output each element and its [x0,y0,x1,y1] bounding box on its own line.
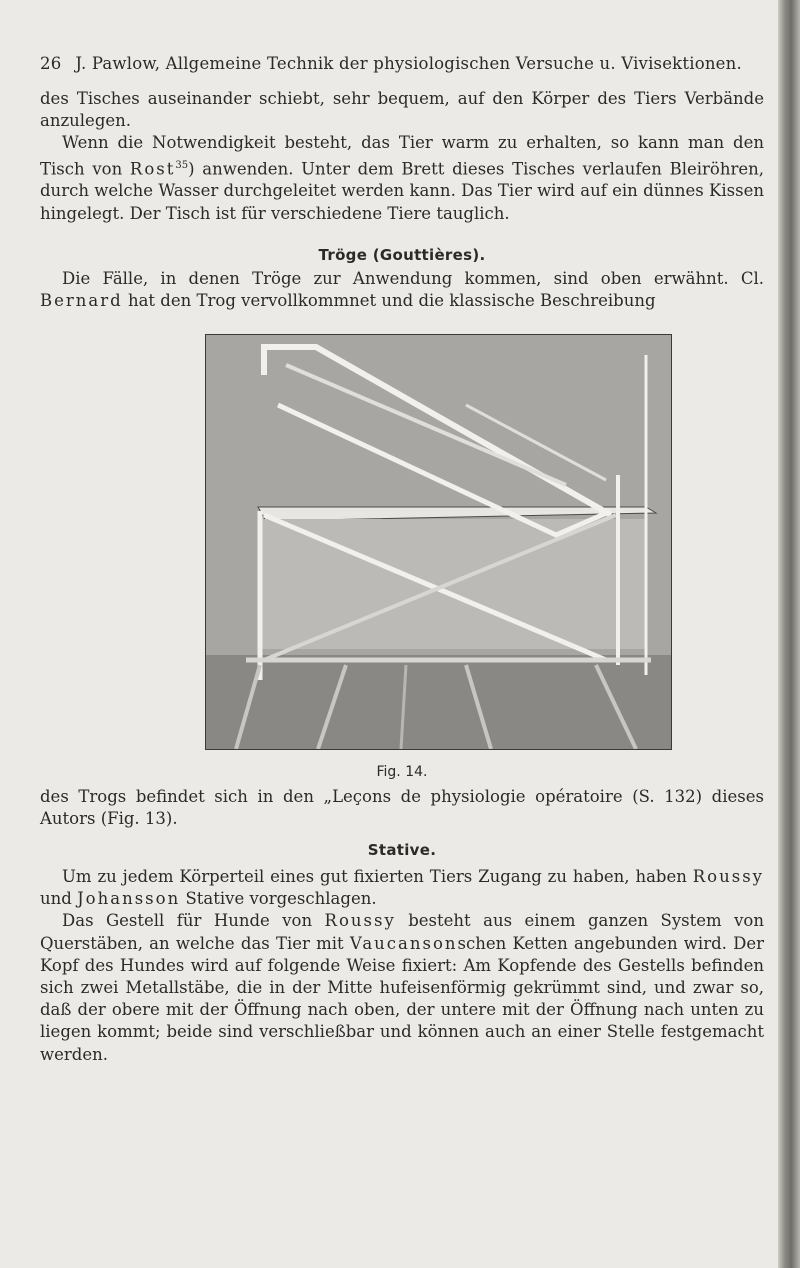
paragraph: Die Fälle, in denen Tröge zur Anwendung kommen, sind oben erwähnt. Cl. Bernard hat den Trog vervollkommnet und die klassische Beschreibung [40,269,764,311]
trough-stand-illustration [206,335,671,749]
author-name: Bernard [40,291,123,311]
text-block-4 [40,866,764,1066]
figure-caption: Fig. 14. [376,764,428,780]
author-name: Roussy [692,867,764,886]
paragraph: Um zu jedem Körperteil eines gut fixierten Tiers Zugang zu haben, haben Roussy und Johansson Stative vorgeschlagen. [40,867,764,909]
section-heading: Tröge (Gouttières). [318,246,486,264]
section-heading: Stative. [367,841,437,859]
author-name: Vaucanson [349,933,458,953]
paragraph: des Trogs befindet sich in den „Leçons de physiologie opératoire (S. 132) dieses Autors (Fig. 13). [40,787,764,829]
text-block-3 [40,786,764,830]
page-number: 26 [40,54,62,73]
footnote-ref: 35 [175,159,189,171]
author-name: Rost [129,159,176,179]
running-header [40,54,770,73]
paragraph: des Tisches auseinander schiebt, sehr bequem, auf den Körper des Tiers Verbände anzulegen. [40,89,764,131]
author-name: Johansson [77,889,181,909]
running-title: J. Pawlow, Allgemeine Technik der physiologischen Versuche u. Vivisektionen. [75,54,742,73]
book-spine-edge [778,0,800,1268]
text-block-2 [40,268,764,312]
author-name: Roussy [324,911,396,931]
paragraph: Wenn die Notwendigkeit besteht, das Tier warm zu erhalten, so kann man den Tisch von Rost$^{35}$) anwenden. Unter dem Brett dieses Tisches verlaufen Bleiröhren, durch welche Wasser durchgeleitet werden kann. Das Tier wird auf ein dünnes Kissen hingelegt. Der Tisch ist für verschiedene Tiere tauglich. [40,133,764,223]
paragraph: Das Gestell für Hunde von Roussy besteht aus einem ganzen System von Querstäben, an welche das Tier mit Vaucansonschen Ketten angebunden wird. Der Kopf des Hundes wird auf folgende Weise fixiert: Am Kopfende des Gestells befinden sich zwei Metallstäbe, die in der Mitte hufeisenförmig gekrümmt sind, und zwar so, daß der obere mit der Öffnung nach oben, der untere mit der Öffnung nach unten zu liegen kommt; beide sind verschließbar und können auch an einer Stelle festgemacht werden. [40,911,764,1064]
figure-photograph [205,334,672,750]
text-block-1 [40,88,764,225]
